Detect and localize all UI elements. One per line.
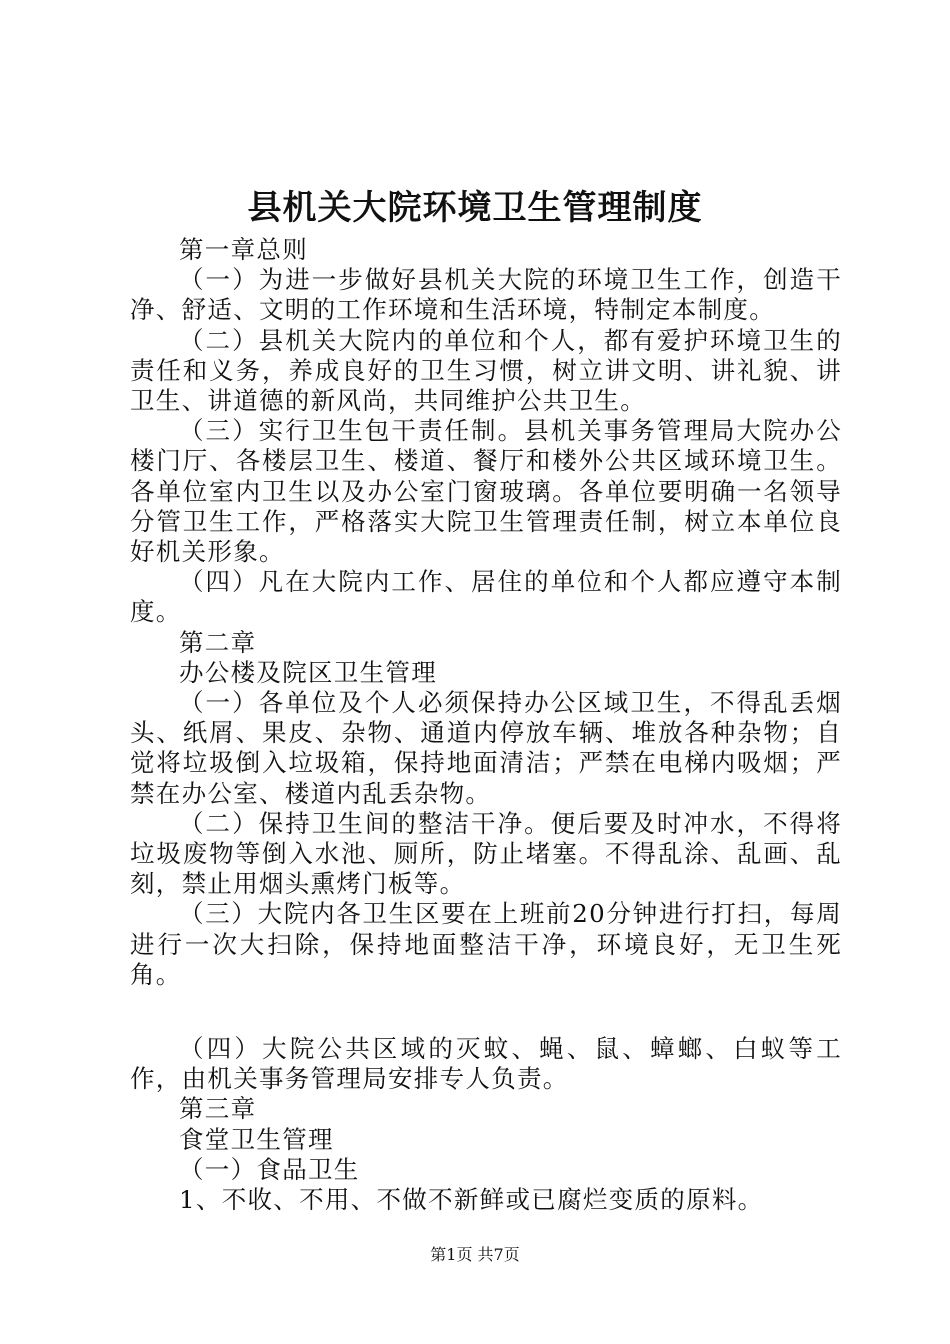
subsection-heading: （一）食品卫生 [179,1154,360,1184]
document-body [130,235,842,1215]
chapter-3-heading: 第三章 [179,1094,257,1124]
page-number: 第1页 共7页 [430,1245,520,1264]
paragraph: （三）大院内各卫生区要在上班前20分钟进行打扫，每周进行一次大扫除，保持地面整洁干净，环境良好，无卫生死角。 [130,899,842,989]
paragraph: （四）凡在大院内工作、居住的单位和个人都应遵守本制度。 [130,567,842,627]
document-title: 县机关大院环境卫生管理制度 [247,188,703,228]
paragraph-gap [130,990,842,1034]
paragraph: （三）实行卫生包干责任制。县机关事务管理局大院办公楼门厅、各楼层卫生、楼道、餐厅和楼外公共区域环境卫生。各单位室内卫生以及办公室门窗玻璃。各单位要明确一名领导分管卫生工作，严格落实大院卫生管理责任制，树立本单位良好机关形象。 [130,416,842,567]
paragraph: （一）各单位及个人必须保持办公区域卫生，不得乱丢烟头、纸屑、果皮、杂物、通道内停放车辆、堆放各种杂物；自觉将垃圾倒入垃圾箱，保持地面清洁；严禁在电梯内吸烟；严禁在办公室、楼道内乱丢杂物。 [130,688,842,808]
chapter-2-heading: 第二章 [179,627,257,657]
paragraph: 1、不收、不用、不做不新鲜或已腐烂变质的原料。 [179,1185,764,1215]
chapter-1-heading: 第一章总则 [179,235,308,264]
section-heading: 食堂卫生管理 [179,1124,334,1154]
paragraph: （二）保持卫生间的整洁干净。便后要及时冲水，不得将垃圾废物等倒入水池、厕所，防止堵塞。不得乱涂、乱画、乱刻，禁止用烟头熏烤门板等。 [130,808,842,899]
paragraph: （一）为进一步做好县机关大院的环境卫生工作，创造干净、舒适、文明的工作环境和生活环境，特制定本制度。 [130,265,842,325]
paragraph: （二）县机关大院内的单位和个人，都有爱护环境卫生的责任和义务，养成良好的卫生习惯，树立讲文明、讲礼貌、讲卫生、讲道德的新风尚，共同维护公共卫生。 [130,325,842,416]
section-heading: 办公楼及院区卫生管理 [179,657,437,687]
paragraph: （四）大院公共区域的灭蚊、蝇、鼠、蟑螂、白蚁等工作，由机关事务管理局安排专人负责。 [130,1034,842,1094]
